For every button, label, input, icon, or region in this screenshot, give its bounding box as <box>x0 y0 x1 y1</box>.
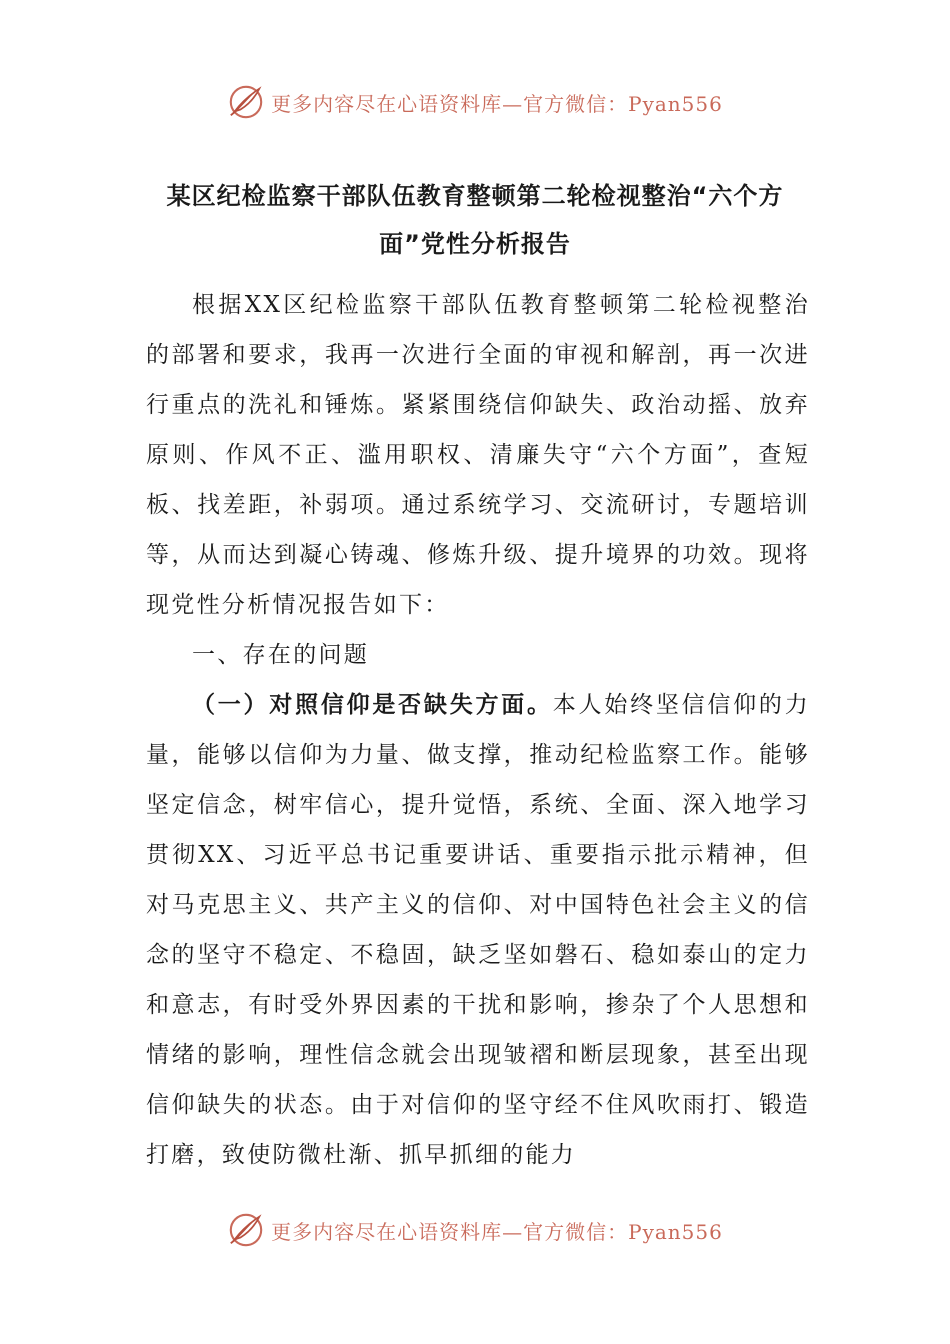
document-title: 某区纪检监察干部队伍教育整顿第二轮检视整治“六个方面”党性分析报告 <box>166 182 784 258</box>
section-heading: 一、存在的问题 <box>192 642 370 668</box>
subsection-heading: （一）对照信仰是否缺失方面。 <box>192 692 553 718</box>
intro-paragraph: 根据XX区纪检监察干部队伍教育整顿第二轮检视整治的部署和要求，我再一次进行全面的审视和解剖，再一次进行重点的洗礼和锤炼。紧紧围绕信仰缺失、政治动摇、放弃原则、作风不正、滥用职权、清廉失守“六个方面”，查短板、找差距，补弱项。通过系统学习、交流研讨，专题培训等，从而达到凝心铸魂、修炼升级、提升境界的功效。现将现党性分析情况报告如下： <box>146 292 810 618</box>
document-body <box>146 280 810 1180</box>
subsection-text: 本人始终坚信信仰的力量，能够以信仰为力量、做支撑，推动纪检监察工作。能够坚定信念，树牢信心，提升觉悟，系统、全面、深入地学习贯彻XX、习近平总书记重要讲话、重要指示批示精神，但对马克思主义、共产主义的信仰、对中国特色社会主义的信念的坚守不稳定、不稳固，缺乏坚如磐石、稳如泰山的定力和意志，有时受外界因素的干扰和影响，掺杂了个人思想和情绪的影响，理性信念就会出现皱褶和断层现象，甚至出现信仰缺失的状态。由于对信仰的坚守经不住风吹雨打、锻造打磨，致使防微杜渐、抓早抓细的能力 <box>146 692 811 1168</box>
subsection-paragraph <box>146 680 810 1180</box>
quill-logo-icon <box>227 1211 265 1249</box>
header-banner <box>0 80 950 124</box>
quill-logo-icon <box>227 83 265 121</box>
footer-banner <box>0 1208 950 1252</box>
banner-text: 更多内容尽在心语资料库—官方微信：Pyan556 <box>271 91 723 116</box>
banner-text: 更多内容尽在心语资料库—官方微信：Pyan556 <box>271 1219 723 1244</box>
